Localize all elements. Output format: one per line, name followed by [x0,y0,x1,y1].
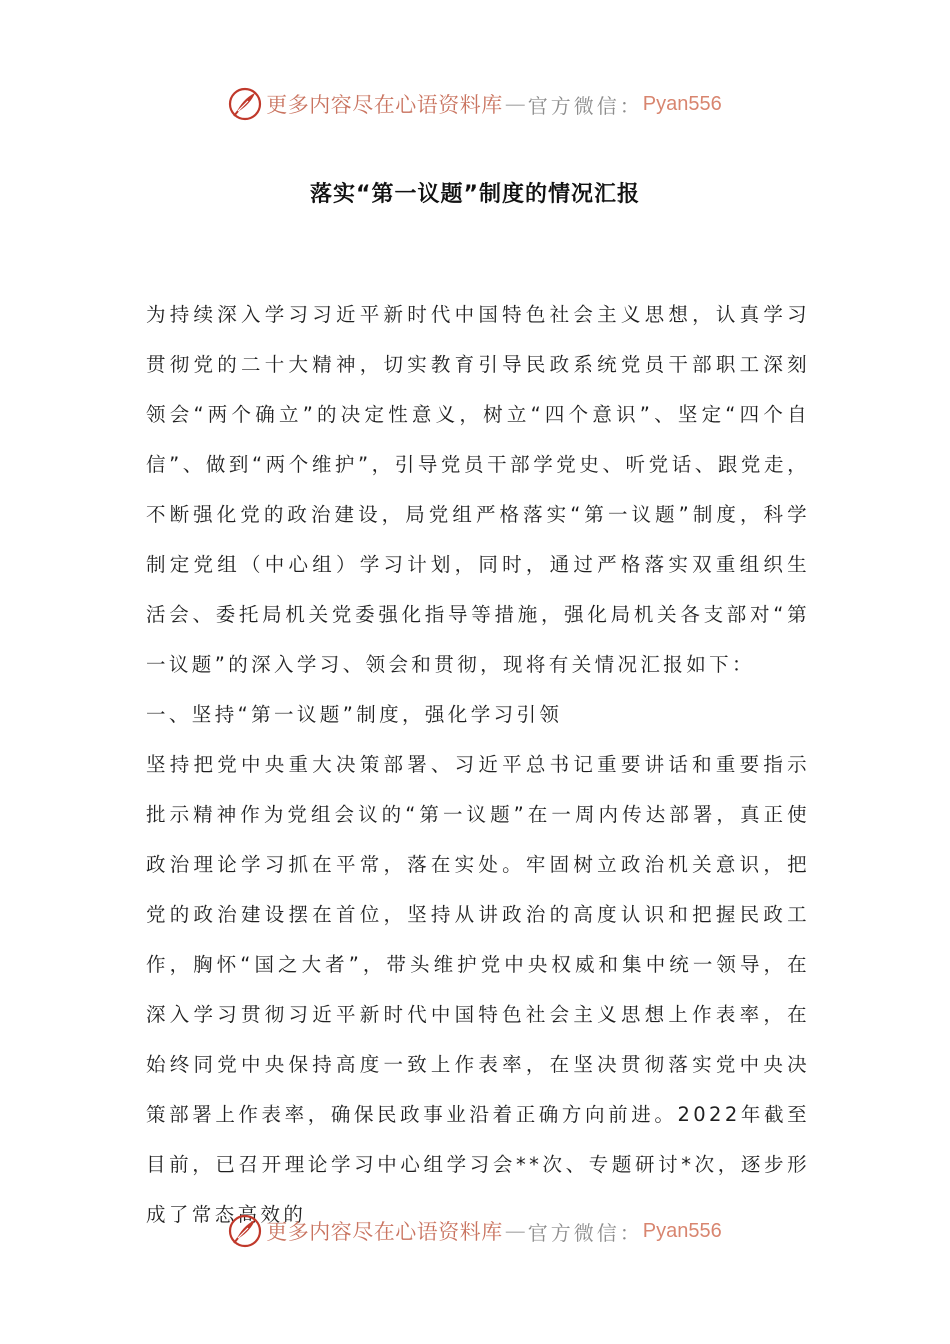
quill-pen-logo-icon [228,1214,262,1248]
paragraph-section-1: 坚持把党中央重大决策部署、习近平总书记重要讲话和重要指示批示精神作为党组会议的“第一议题”在一周内传达部署，真正使政治理论学习抓在平常，落在实处。牢固树立政治机关意识，把党的政治建设摆在首位，坚持从讲政治的高度认识和把握民政工作，胸怀“国之大者”，带头维护党中央权威和集中统一领导，在深入学习贯彻习近平新时代中国特色社会主义思想上作表率，在始终同党中央保持高度一致上作表率，在坚决贯彻落实党中央决策部署上作表率，确保民政事业沿着正确方向前进。2022年截至目前，已召开理论学习中心组学习会**次、专题研讨*次，逐步形成了常态高效的 [146,753,810,1226]
watermark-site-text: 更多内容尽在心语资料库 [266,93,503,117]
header-watermark [0,84,950,124]
quill-pen-logo-icon [228,87,262,121]
watermark-wechat-label: 官方微信： [527,93,643,118]
watermark-wechat-id: Pyan556 [642,1219,722,1242]
watermark-wechat-id: Pyan556 [642,92,722,115]
paragraph-intro: 为持续深入学习习近平新时代中国特色社会主义思想，认真学习贯彻党的二十大精神，切实教育引导民政系统党员干部职工深刻领会“两个确立”的决定性意义，树立“四个意识”、坚定“四个自信”、做到“两个维护”，引导党员干部学党史、听党话、跟党走，不断强化党的政治建设，局党组严格落实“第一议题”制度，科学制定党组（中心组）学习计划，同时，通过严格落实双重组织生活会、委托局机关党委强化指导等措施，强化局机关各支部对“第一议题”的深入学习、领会和贯彻，现将有关情况汇报如下： [146,303,810,676]
watermark-separator: — [504,92,526,116]
document-title: 落实“第一议题”制度的情况汇报 [310,182,640,207]
watermark-site-text: 更多内容尽在心语资料库 [266,1220,503,1244]
watermark-separator: — [504,1219,526,1243]
watermark-wechat-label: 官方微信： [527,1220,643,1245]
section-heading-1: 一、坚持“第一议题”制度，强化学习引领 [146,703,563,726]
document-body [146,290,810,1240]
footer-watermark [0,1211,950,1251]
